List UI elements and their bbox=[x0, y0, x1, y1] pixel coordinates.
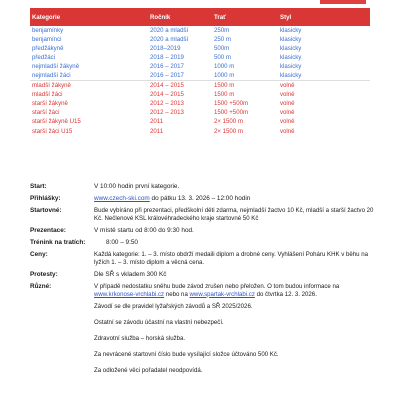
table-row bbox=[30, 35, 370, 44]
style-cell: volně bbox=[280, 127, 295, 135]
table-header-row bbox=[30, 8, 370, 26]
ruzne-label: Různé: bbox=[30, 283, 52, 290]
style-cell: klasicky bbox=[280, 45, 302, 53]
header-styl: Styl bbox=[278, 8, 370, 26]
prihlasky-row bbox=[30, 195, 378, 207]
category-cell: mladší žákyně bbox=[30, 81, 148, 91]
track-cell: 1500 m bbox=[214, 91, 235, 99]
prihlasky-rest: do pátku 13. 3. 2026 – 12:00 hodin bbox=[149, 195, 251, 202]
track-cell: 1500 m bbox=[212, 81, 278, 91]
startovne-value: Bude vybíráno při prezentaci, předškolní děti zdarma, nejmladší žactvo 10 Kč, mladší a starší žactvo 20 Kč. Nečlenové KSL královéhradeckého kraje startovné 50 Kč bbox=[94, 207, 374, 222]
style-cell: volně bbox=[280, 109, 295, 117]
category-cell: starší žáci U15 bbox=[32, 127, 73, 135]
ruzne-text-1a: V případě nedostatku sněhu bude závod zrušen nebo přeložen. O tom budou informace na bbox=[94, 283, 340, 290]
table-row bbox=[30, 62, 370, 71]
ruzne-row bbox=[30, 283, 378, 377]
track-cell: 2× 1500 m bbox=[214, 127, 243, 135]
table-row bbox=[30, 81, 370, 91]
ruzne-paragraph-5: Za nevrácené startovní číslo bude vysílající složce účtováno 500 Kč. bbox=[94, 351, 279, 358]
categories-table bbox=[30, 8, 370, 136]
track-cell: 1500 +500m bbox=[214, 109, 249, 117]
startovne-label: Startovné: bbox=[30, 207, 62, 214]
trenink-row bbox=[30, 239, 378, 251]
prezentace-value: V místě startu od 8:00 do 9:30 hod. bbox=[94, 227, 194, 234]
protesty-row bbox=[30, 271, 378, 283]
table-row bbox=[30, 71, 370, 81]
ceny-label: Ceny: bbox=[30, 251, 48, 258]
ruzne-paragraph-3: Ostatní se závodu účastní na vlastní nebezpečí. bbox=[94, 319, 224, 326]
top-strip bbox=[0, 0, 400, 6]
ceny-row bbox=[30, 251, 378, 271]
ruzne-paragraph-1 bbox=[94, 283, 378, 303]
year-cell: 2020 a mladší bbox=[150, 36, 189, 44]
style-cell: volně bbox=[280, 118, 295, 126]
prihlasky-link[interactable]: www.czech-ski.com bbox=[94, 195, 150, 202]
prihlasky-label: Přihlášky: bbox=[30, 195, 61, 202]
category-cell: nejmladší žáci bbox=[32, 72, 71, 80]
style-cell: klasicky bbox=[280, 54, 302, 62]
table-row bbox=[30, 53, 370, 62]
category-cell: předžákyně bbox=[32, 45, 64, 53]
header-rocnik: Ročník bbox=[148, 8, 212, 26]
info-section bbox=[30, 183, 378, 377]
track-cell: 2× 1500 m bbox=[214, 118, 243, 126]
category-cell: benjamínci bbox=[32, 36, 62, 44]
year-cell: 2012 – 2013 bbox=[150, 109, 184, 117]
table-row bbox=[30, 44, 370, 53]
style-cell: volně bbox=[278, 81, 370, 91]
ruzne-paragraph-6: Za odložené věci pořadatel neodpovídá. bbox=[94, 367, 203, 374]
startovne-row bbox=[30, 207, 378, 227]
year-cell: 2014 – 2015 bbox=[150, 91, 184, 99]
table-row bbox=[30, 99, 370, 108]
style-cell: klasicky bbox=[280, 27, 302, 35]
category-cell: mladší žáci bbox=[32, 91, 63, 99]
table-row bbox=[30, 26, 370, 35]
header-kategorie: Kategorie bbox=[30, 8, 148, 26]
category-cell: nejmladší žákyně bbox=[32, 63, 80, 71]
style-cell: volně bbox=[280, 100, 295, 108]
track-cell: 500 m bbox=[214, 54, 231, 62]
table-row bbox=[30, 108, 370, 117]
start-value: V 10:00 hodin první kategorie. bbox=[94, 183, 180, 190]
protesty-value: Dle SŘ s vkladem 300 Kč bbox=[94, 271, 167, 278]
table-row bbox=[30, 127, 370, 136]
ruzne-paragraph-2: Závodí se dle pravidel lyžařských závodů a SŘ 2025/2026. bbox=[94, 303, 253, 310]
style-cell: klasicky bbox=[280, 72, 302, 80]
krkonose-link[interactable]: www.krkonose-vrchlabi.cz bbox=[94, 290, 165, 298]
spartak-link[interactable]: www.spartak-vrchlabi.cz bbox=[189, 290, 255, 298]
category-cell: starší žákyně U15 bbox=[32, 118, 81, 126]
trenink-label: Trénink na tratích: bbox=[30, 239, 86, 246]
start-row bbox=[30, 183, 378, 195]
track-cell: 250 m bbox=[214, 36, 231, 44]
ruzne-paragraph-4: Zdravotní služba – horská služba. bbox=[94, 335, 186, 342]
year-cell: 2012 – 2013 bbox=[150, 100, 184, 108]
table-row bbox=[30, 117, 370, 126]
table-row bbox=[30, 90, 370, 99]
ceny-value: Každá kategorie: 1. – 3. místo obdrží medaili diplom a drobné ceny. Vyhlášení Poháru KHK v běhu na lyžích 1. – 3. místo diplom a věcná cena. bbox=[94, 251, 369, 266]
header-trat: Trať bbox=[212, 8, 278, 26]
category-cell: starší žákyně bbox=[32, 100, 68, 108]
track-cell: 500m bbox=[214, 45, 230, 53]
ruzne-text-1c: do čtvrtka 12. 3. 2026. bbox=[254, 290, 317, 298]
category-cell: benjamínky bbox=[32, 27, 64, 35]
track-cell: 1000 m bbox=[214, 72, 235, 80]
trenink-value: 8:00 – 9:50 bbox=[106, 239, 138, 246]
prezentace-label: Prezentace: bbox=[30, 227, 66, 234]
protesty-label: Protesty: bbox=[30, 271, 58, 278]
track-cell: 250m bbox=[214, 27, 230, 35]
year-cell: 2018–2019 bbox=[150, 45, 181, 53]
category-cell: předžáci bbox=[32, 54, 56, 62]
header-accent bbox=[320, 0, 366, 4]
year-cell: 2014 – 2015 bbox=[148, 81, 212, 91]
track-cell: 1500 +500m bbox=[214, 100, 249, 108]
style-cell: volně bbox=[280, 91, 295, 99]
year-cell: 2011 bbox=[150, 127, 164, 135]
year-cell: 2011 bbox=[150, 118, 164, 126]
year-cell: 2020 a mladší bbox=[150, 27, 189, 35]
style-cell: klasicky bbox=[280, 36, 302, 44]
category-cell: starší žáci bbox=[32, 109, 60, 117]
year-cell: 2016 – 2017 bbox=[150, 72, 184, 80]
track-cell: 1000 m bbox=[214, 63, 235, 71]
year-cell: 2016 – 2017 bbox=[150, 63, 184, 71]
year-cell: 2018 – 2019 bbox=[150, 54, 184, 62]
ruzne-text-1b: nebo na bbox=[164, 290, 190, 298]
style-cell: klasicky bbox=[280, 63, 302, 71]
prezentace-row bbox=[30, 227, 378, 239]
start-label: Start: bbox=[30, 183, 47, 190]
